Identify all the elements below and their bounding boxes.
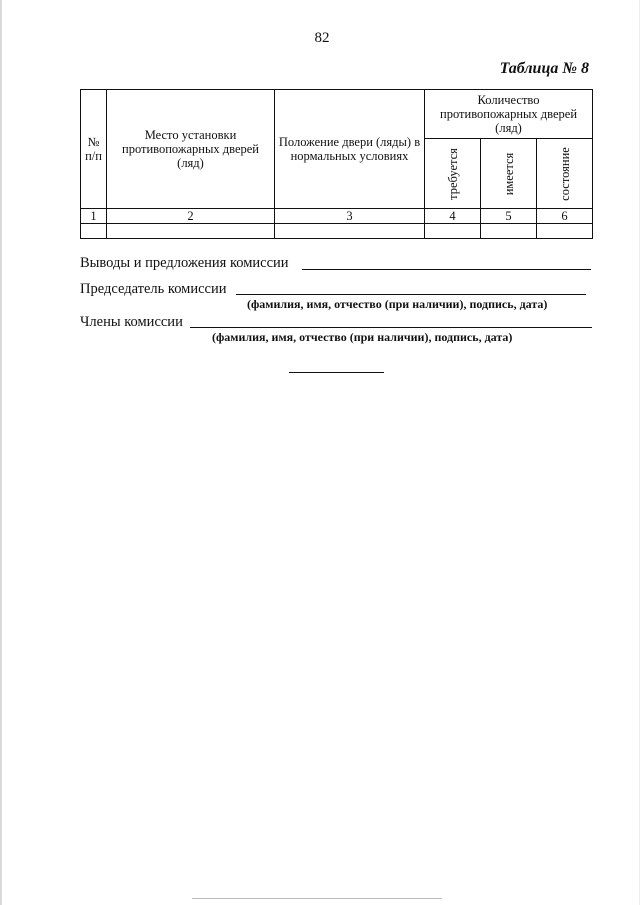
col-number-4: 4 [425,209,481,224]
table-cell [81,224,107,239]
chairman-fill-line[interactable] [236,294,586,295]
conclusions-fill-line[interactable] [302,269,591,270]
header-required: требуется [425,139,481,209]
table-caption: Таблица № 8 [499,60,589,77]
members-hint: (фамилия, имя, отчество (при наличии), подпись, дата) [212,330,513,344]
header-place: Место установки противопожарных дверей (ляд) [107,90,275,209]
col-number-2: 2 [107,209,275,224]
chairman-hint: (фамилия, имя, отчество (при наличии), подпись, дата) [247,297,548,311]
chairman-label: Председатель комиссии [80,281,227,297]
header-num: № п/п [81,90,107,209]
col-number-5: 5 [481,209,537,224]
table-cell [425,224,481,239]
col-number-1: 1 [81,209,107,224]
header-position: Положение двери (ляды) в нормальных условиях [275,90,425,209]
bottom-edge-line [192,898,442,899]
col-number-6: 6 [537,209,593,224]
table-cell [107,224,275,239]
header-existing: имеется [481,139,537,209]
fire-doors-table [80,89,593,239]
members-label: Члены комиссии [80,314,183,330]
table-cell [275,224,425,239]
end-separator-line [289,372,384,373]
page-number: 82 [314,30,330,46]
column-numbers-row [81,209,593,224]
table-row [81,224,593,239]
conclusions-label: Выводы и предложения комиссии [80,255,289,271]
header-state: состояние [537,139,593,209]
table-cell [481,224,537,239]
header-quantity: Количество противопожарных дверей (ляд) [425,90,593,139]
table-cell [537,224,593,239]
col-number-3: 3 [275,209,425,224]
members-fill-line[interactable] [190,327,592,328]
table-header-row [81,90,593,139]
